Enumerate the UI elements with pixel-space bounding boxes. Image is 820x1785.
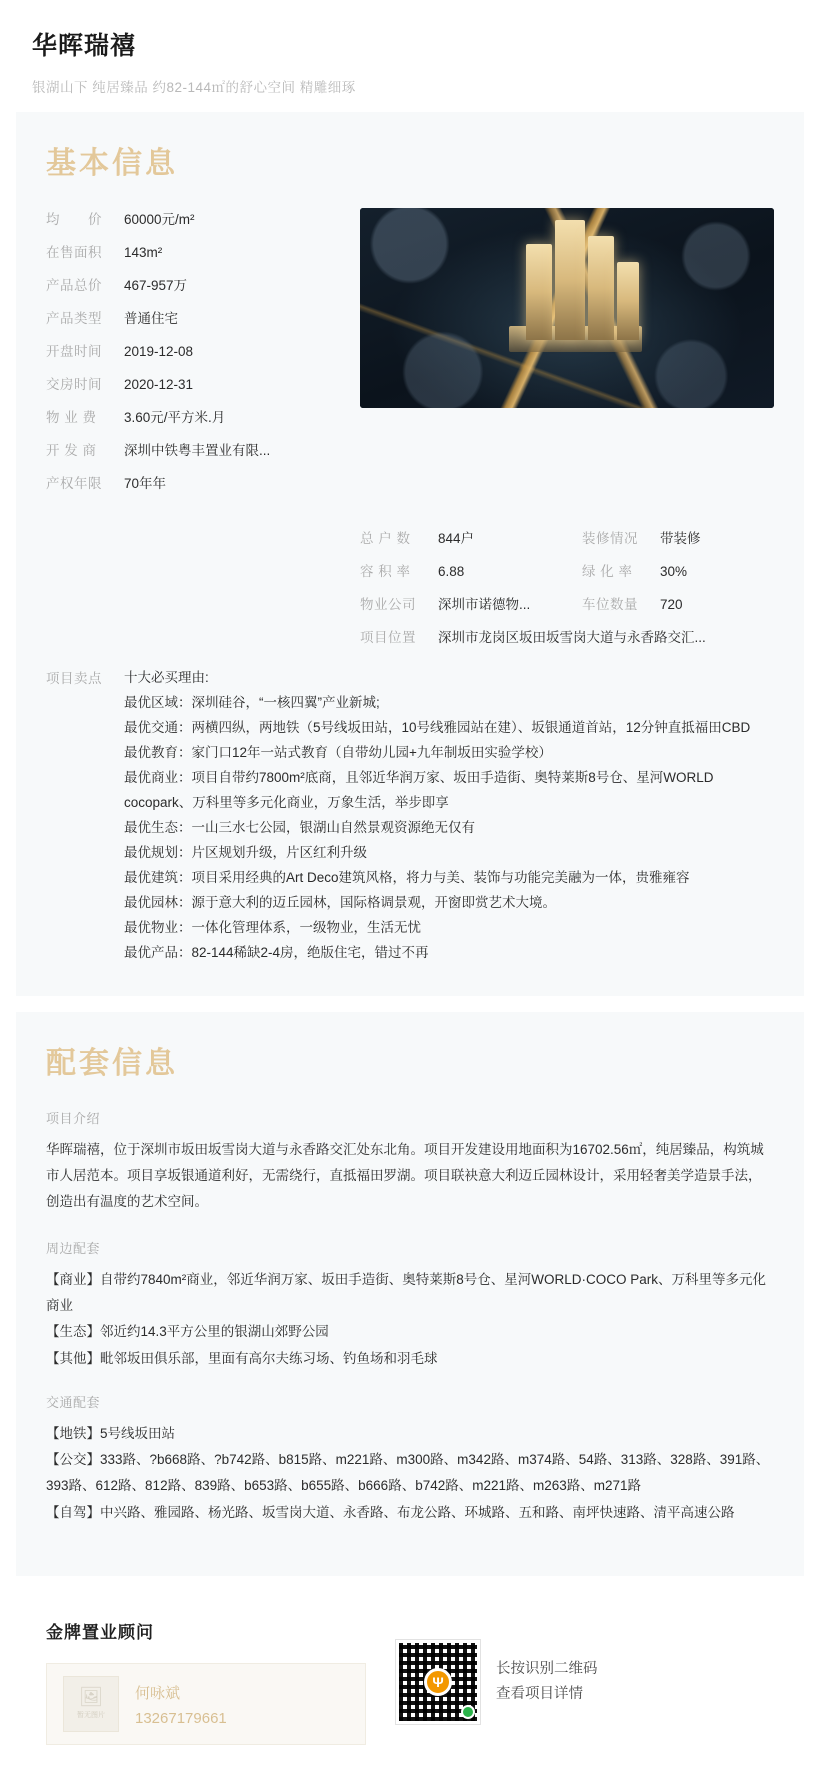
spec-row [582, 593, 774, 613]
spec-value: 720 [660, 597, 683, 612]
project-hero-image [360, 208, 774, 408]
facility-info-title: 配套信息 [46, 1046, 178, 1080]
spec-label: 开盘时间 [46, 344, 102, 359]
spec-label: 物 业 费 [46, 410, 97, 425]
traffic-block [46, 1392, 774, 1526]
spec-row [46, 406, 346, 426]
basic-info-top [46, 208, 774, 505]
tower-shape [617, 262, 639, 340]
intro-text: 华晖瑞禧，位于深圳市坂田坂雪岗大道与永香路交汇处东北角。项目开发建设用地面积为16702.56㎡，纯居臻品，构筑城市人居范本。项目享坂银通道利好，无需绕行，直抵福田罗湖。项目联袂意大利迈丘园林设计，采用轻奢美学造景手法，创造出有温度的艺术空间。 [46, 1141, 764, 1210]
spec-value: 6.88 [438, 564, 465, 579]
spec-label: 物业公司 [360, 597, 416, 612]
around-line: 【其他】毗邻坂田俱乐部，里面有高尔夫练习场、钓鱼场和羽毛球 [46, 1350, 438, 1366]
consultant-phone[interactable]: 13267179661 [135, 1709, 227, 1727]
spec-label: 产品总价 [46, 278, 102, 293]
footer-area [0, 1592, 820, 1785]
consultant-title: 金牌置业顾问 [46, 1623, 154, 1643]
spec-value: 3.60元/平方米.月 [124, 410, 226, 425]
consultant-block [46, 1618, 366, 1745]
qr-block [396, 1640, 598, 1724]
spec-row [46, 274, 346, 294]
spec-value: 2019-12-08 [124, 344, 194, 359]
intro-label: 项目介绍 [46, 1110, 101, 1126]
consultant-card[interactable] [46, 1663, 366, 1745]
around-label: 周边配套 [46, 1240, 101, 1256]
spec-row-location [360, 626, 774, 646]
selling-point-item: 最优物业：一体化管理体系，一级物业，生活无忧 [124, 919, 421, 935]
traffic-line: 【公交】333路、?b668路、?b742路、b815路、m221路、m300路、m342路、m374路、54路、313路、328路、391路、393路、612路、812路、839路、b653路、b655路、b666路、b742路、m221路、m263路、m271路 [46, 1452, 770, 1494]
selling-point-item: 最优商业：项目自带约7800m²底商，且邻近华润万家、坂田手造街、奥特莱斯8号仓、星河WORLD cocopark、万科里等多元化商业，万象生活，举步即享 [124, 769, 714, 810]
qr-code-icon[interactable] [396, 1640, 480, 1724]
secondary-spec-grid [346, 527, 774, 646]
traffic-line: 【自驾】中兴路、雅园路、杨光路、坂雪岗大道、永香路、布龙公路、环城路、五和路、南坪快速路、清平高速公路 [46, 1504, 735, 1520]
spec-row [46, 472, 346, 492]
selling-point-item: 最优建筑：项目采用经典的Art Deco建筑风格，将力与美、装饰与功能完美融为一体，贵雅雍容 [124, 869, 690, 885]
qr-logo-icon: Ψ [424, 1668, 452, 1696]
selling-point-item: 最优生态：一山三水七公园，银湖山自然景观资源绝无仅有 [124, 819, 475, 835]
spec-row [582, 527, 774, 547]
basic-info-card [16, 112, 804, 996]
selling-point-item: 最优交通：两横四纵，两地铁（5号线坂田站，10号线雅园站在建）、坂银通道首站，12分钟直抵福田CBD [124, 719, 751, 735]
tower-shape [555, 220, 585, 340]
around-line: 【商业】自带约7840m²商业，邻近华润万家、坂田手造街、奥特莱斯8号仓、星河WORLD·COCO Park、万科里等多元化商业 [46, 1271, 767, 1313]
spec-label: 交房时间 [46, 377, 102, 392]
spec-row [582, 560, 774, 580]
spec-value: 143m² [124, 245, 163, 260]
spec-label: 装修情况 [582, 531, 638, 546]
aerial-render-image [360, 208, 774, 408]
spec-value: 844户 [438, 531, 475, 546]
page-subtitle: 银湖山下 纯居臻品 约82-144㎡的舒心空间 精雕细琢 [32, 80, 356, 95]
spec-value: 深圳中铁粤丰置业有限... [124, 443, 271, 458]
spec-row [46, 307, 346, 327]
page-header [0, 0, 820, 112]
spec-row [46, 241, 346, 261]
spec-value: 467-957万 [124, 278, 188, 293]
spec-row [46, 340, 346, 360]
spec-value: 60000元/m² [124, 212, 195, 227]
spec-label: 在售面积 [46, 245, 102, 260]
selling-points-label: 项目卖点 [46, 671, 102, 686]
spec-label: 绿 化 率 [582, 564, 633, 579]
traffic-label: 交通配套 [46, 1394, 101, 1410]
avatar [63, 1676, 119, 1732]
spec-label: 总 户 数 [360, 531, 411, 546]
spec-row [360, 593, 552, 613]
selling-point-item: 最优区域：深圳硅谷，“一核四翼”产业新城; [124, 694, 380, 710]
spec-label: 产权年限 [46, 476, 102, 491]
around-block [46, 1238, 774, 1372]
basic-info-title: 基本信息 [46, 147, 178, 180]
qr-text-line2: 查看项目详情 [496, 1685, 583, 1702]
selling-points-intro: 十大必买理由: [124, 670, 209, 685]
spec-row [46, 208, 346, 228]
qr-text [496, 1657, 598, 1706]
spec-value: 带装修 [660, 531, 701, 546]
spec-label: 产品类型 [46, 311, 102, 326]
spec-label: 车位数量 [582, 597, 638, 612]
traffic-line: 【地铁】5号线坂田站 [46, 1425, 176, 1441]
qr-badge-icon [461, 1705, 475, 1719]
qr-text-line1: 长按识别二维码 [496, 1660, 598, 1677]
spec-label: 均 价 [46, 212, 102, 227]
selling-point-item: 最优产品：82-144稀缺2-4房，绝版住宅，错过不再 [124, 944, 429, 960]
spec-value: 70年年 [124, 476, 167, 491]
avatar-placeholder-text: 暂无图片 [77, 1712, 105, 1720]
selling-point-item: 最优园林：源于意大利的迈丘园林，国际格调景观，开窗即赏艺术大境。 [124, 894, 556, 910]
tower-shape [588, 236, 614, 340]
selling-point-item: 最优教育：家门口12年一站式教育（自带幼儿园+九年制坂田实验学校） [124, 744, 552, 760]
tower-shape [526, 244, 552, 340]
spec-value: 深圳市龙岗区坂田坂雪岗大道与永香路交汇... [438, 630, 706, 645]
page-title: 华晖瑞禧 [32, 32, 137, 60]
facility-info-card [16, 1012, 804, 1576]
image-placeholder-icon: 🖼 [78, 1687, 104, 1709]
spec-value: 2020-12-31 [124, 377, 194, 392]
spec-value: 30% [660, 564, 688, 579]
spec-value: 普通住宅 [124, 311, 178, 326]
spec-value: 深圳市诺德物... [438, 597, 531, 612]
consultant-name: 何咏斌 [135, 1684, 181, 1702]
spec-row [46, 373, 346, 393]
selling-point-item: 最优规划：片区规划升级，片区红利升级 [124, 844, 367, 860]
left-spec-list [46, 208, 346, 505]
selling-points-body [124, 666, 774, 966]
spec-row [46, 439, 346, 459]
around-line: 【生态】邻近约14.3平方公里的银湖山郊野公园 [46, 1324, 329, 1340]
spec-label: 容 积 率 [360, 564, 411, 579]
selling-points-block [46, 666, 774, 966]
spec-label: 项目位置 [360, 630, 416, 645]
intro-block [46, 1108, 774, 1216]
spec-label: 开 发 商 [46, 443, 97, 458]
spec-row [360, 527, 552, 547]
consultant-info [135, 1682, 227, 1727]
spec-row [360, 560, 552, 580]
